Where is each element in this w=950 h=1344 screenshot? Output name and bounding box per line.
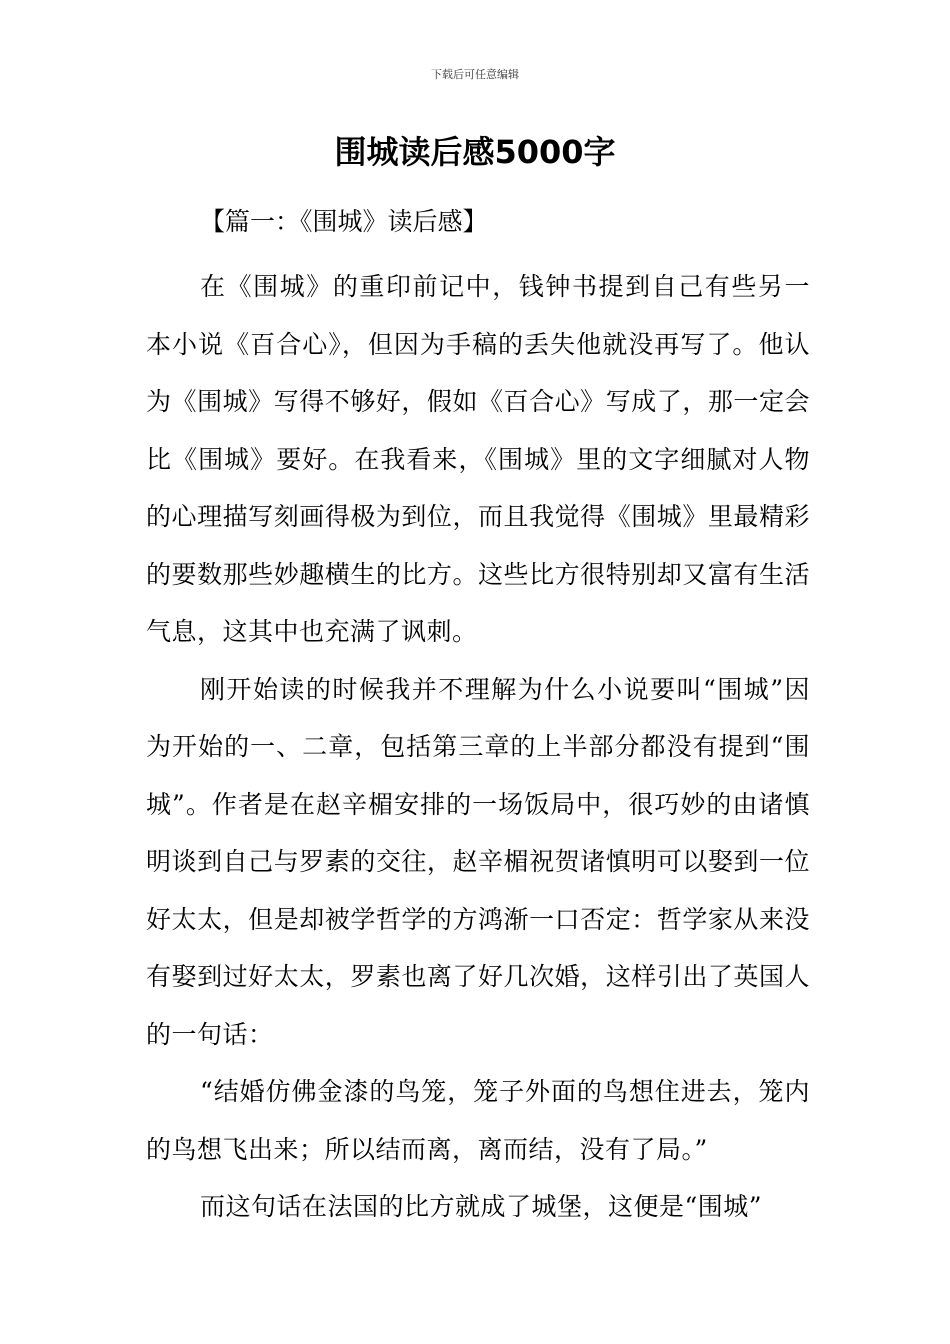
document-title: 围城读后感5000字 <box>334 133 616 171</box>
body-text <box>146 258 810 1236</box>
paragraph-3-quote: “结婚仿佛金漆的鸟笼，笼子外面的鸟想住进去，笼内的鸟想飞出来；所以结而离，离而结，没有了局。” <box>146 1077 810 1164</box>
paragraph-2: 刚开始读的时候我并不理解为什么小说要叫“围城”因为开始的一、二章，包括第三章的上半部分都没有提到“围城”。作者是在赵辛楣安排的一场饭局中，很巧妙的由诸慎明谈到自己与罗素的交往，赵辛楣祝贺诸慎明可以娶到一位好太太，但是却被学哲学的方鸿渐一口否定：哲学家从来没有娶到过好太太，罗素也离了好几次婚，这样引出了英国人的一句话： <box>146 674 810 1049</box>
paragraph-1: 在《围城》的重印前记中，钱钟书提到自己有些另一本小说《百合心》，但因为手稿的丢失他就没再写了。他认为《围城》写得不够好，假如《百合心》写成了，那一定会比《围城》要好。在我看来，《围城》里的文字细腻对人物的心理描写刻画得极为到位，而且我觉得《围城》里最精彩的要数那些妙趣横生的比方。这些比方很特别却又富有生活气息，这其中也充满了讽刺。 <box>146 272 810 646</box>
header-note: 下载后可任意编辑 <box>431 68 519 81</box>
section-heading: 【篇一：《围城》读后感】 <box>200 207 488 236</box>
paragraph-4: 而这句话在法国的比方就成了城堡，这便是“围城” <box>200 1192 763 1221</box>
